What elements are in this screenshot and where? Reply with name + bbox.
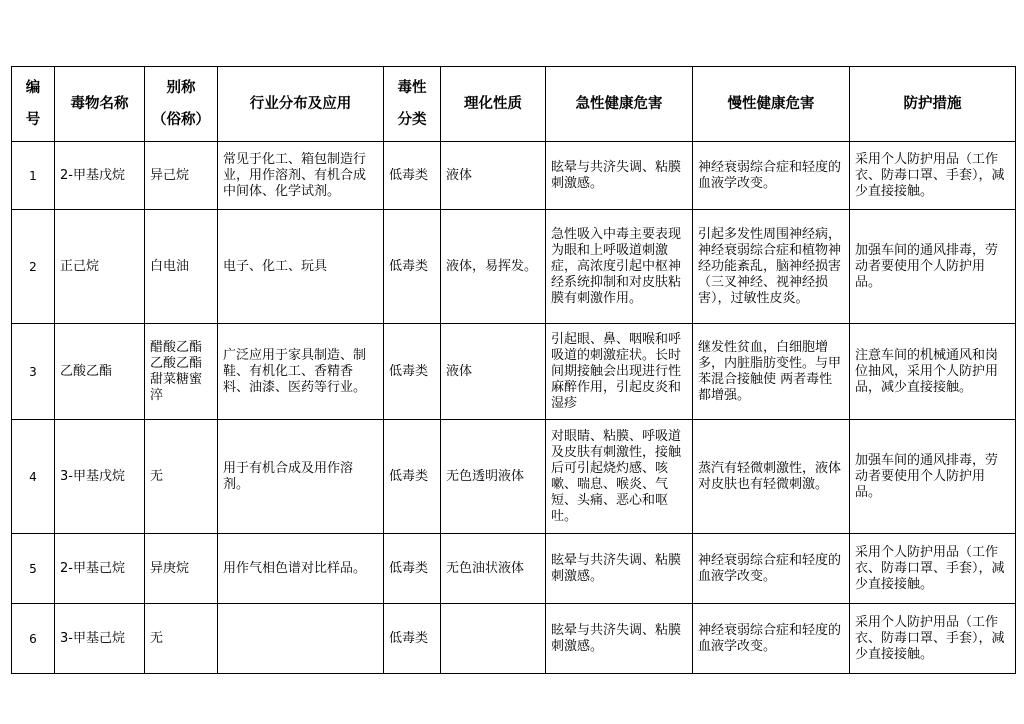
table-row: [12, 142, 1016, 210]
cell-industry: [218, 604, 384, 674]
header-protection: 防护措施: [850, 67, 1016, 142]
cell-properties: [441, 604, 546, 674]
header-industry: 行业分布及应用: [218, 67, 384, 142]
cell-chronic: 继发性贫血，白细胞增多，内脏脂肪变性。与甲苯混合接触使 两者毒性都增强。: [693, 324, 850, 420]
cell-industry: 常见于化工、箱包制造行业，用作溶剂、有机合成中间体、化学试剂。: [218, 142, 384, 210]
cell-industry: 广泛应用于家具制造、制鞋、有机化工、香精香料、油漆、医药等行业。: [218, 324, 384, 420]
cell-name: 3-甲基己烷: [55, 604, 145, 674]
cell-protection: 注意车间的机械通风和岗位抽风，采用个人防护用品，减少直接接触。: [850, 324, 1016, 420]
header-alias-line1: 别称: [166, 80, 196, 96]
cell-protection: 采用个人防护用品（工作衣、防毒口罩、手套），减少直接接触。: [850, 604, 1016, 674]
cell-no: 3: [12, 324, 55, 420]
table-row: [12, 420, 1016, 534]
cell-toxicity: 低毒类: [384, 210, 441, 324]
cell-no: 5: [12, 534, 55, 604]
table-row: [12, 210, 1016, 324]
cell-properties: 无色油状液体: [441, 534, 546, 604]
cell-chronic: 神经衰弱综合症和轻度的血液学改变。: [693, 604, 850, 674]
cell-protection: 采用个人防护用品（工作衣、防毒口罩、手套），减少直接接触。: [850, 534, 1016, 604]
cell-protection: 采用个人防护用品（工作衣、防毒口罩、手套），减少直接接触。: [850, 142, 1016, 210]
cell-alias: 无: [145, 604, 218, 674]
cell-name: 正己烷: [55, 210, 145, 324]
cell-alias: 白电油: [145, 210, 218, 324]
cell-protection: 加强车间的通风排毒，劳动者要使用个人防护用品。: [850, 210, 1016, 324]
header-no-line1: 编: [25, 80, 41, 96]
cell-alias: 异己烷: [145, 142, 218, 210]
cell-no: 4: [12, 420, 55, 534]
header-alias-line2: （俗称）: [152, 112, 210, 128]
header-no: [12, 67, 55, 142]
toxic-substance-table: [11, 66, 1016, 674]
cell-no: 6: [12, 604, 55, 674]
cell-properties: 无色透明液体: [441, 420, 546, 534]
table-row: [12, 604, 1016, 674]
cell-chronic: 蒸汽有轻微刺激性，液体对皮肤也有轻微刺激。: [693, 420, 850, 534]
table-row: [12, 534, 1016, 604]
cell-acute: 眩晕与共济失调、粘膜刺激感。: [546, 534, 693, 604]
header-properties: 理化性质: [441, 67, 546, 142]
cell-toxicity: 低毒类: [384, 604, 441, 674]
cell-chronic: 神经衰弱综合症和轻度的血液学改变。: [693, 142, 850, 210]
cell-industry: 电子、化工、玩具: [218, 210, 384, 324]
cell-toxicity: 低毒类: [384, 420, 441, 534]
cell-alias: 醋酸乙酯乙酸乙酯甜菜糖蜜淬: [145, 324, 218, 420]
header-toxicity-line2: 分类: [397, 112, 427, 128]
cell-protection: 加强车间的通风排毒，劳动者要使用个人防护用品。: [850, 420, 1016, 534]
header-toxicity: [384, 67, 441, 142]
cell-no: 2: [12, 210, 55, 324]
toxic-substance-sheet: [11, 66, 1016, 674]
header-toxicity-line1: 毒性: [397, 80, 427, 96]
cell-name: 乙酸乙酯: [55, 324, 145, 420]
cell-acute: 眩晕与共济失调、粘膜刺激感。: [546, 604, 693, 674]
table-row: [12, 324, 1016, 420]
cell-properties: 液体: [441, 142, 546, 210]
header-alias: [145, 67, 218, 142]
cell-alias: 异庚烷: [145, 534, 218, 604]
cell-name: 2-甲基己烷: [55, 534, 145, 604]
header-name: 毒物名称: [55, 67, 145, 142]
header-chronic: 慢性健康危害: [693, 67, 850, 142]
cell-properties: 液体，易挥发。: [441, 210, 546, 324]
cell-alias: 无: [145, 420, 218, 534]
cell-toxicity: 低毒类: [384, 142, 441, 210]
header-no-line2: 号: [25, 112, 41, 128]
cell-toxicity: 低毒类: [384, 534, 441, 604]
header-acute: 急性健康危害: [546, 67, 693, 142]
cell-no: 1: [12, 142, 55, 210]
cell-acute: 眩晕与共济失调、粘膜刺激感。: [546, 142, 693, 210]
table-header-row: [12, 67, 1016, 142]
cell-acute: 急性吸入中毒主要表现为眼和上呼吸道刺激症，高浓度引起中枢神经系统抑制和对皮肤粘膜有刺激作用。: [546, 210, 693, 324]
cell-industry: 用于有机合成及用作溶剂。: [218, 420, 384, 534]
cell-acute: 对眼睛、粘膜、呼吸道及皮肤有刺激性，接触后可引起烧灼感、咳嗽、喘息、喉炎、气短、头痛、恶心和呕吐。: [546, 420, 693, 534]
cell-chronic: 引起多发性周围神经病，神经衰弱综合症和植物神经功能紊乱，脑神经损害（三叉神经、视神经损害），过敏性皮炎。: [693, 210, 850, 324]
cell-name: 2-甲基戊烷: [55, 142, 145, 210]
cell-chronic: 神经衰弱综合症和轻度的血液学改变。: [693, 534, 850, 604]
cell-acute: 引起眼、鼻、咽喉和呼吸道的刺激症状。长时间期接触会出现进行性麻醉作用，引起皮炎和湿疹: [546, 324, 693, 420]
cell-industry: 用作气相色谱对比样品。: [218, 534, 384, 604]
cell-properties: 液体: [441, 324, 546, 420]
cell-name: 3-甲基戊烷: [55, 420, 145, 534]
cell-toxicity: 低毒类: [384, 324, 441, 420]
